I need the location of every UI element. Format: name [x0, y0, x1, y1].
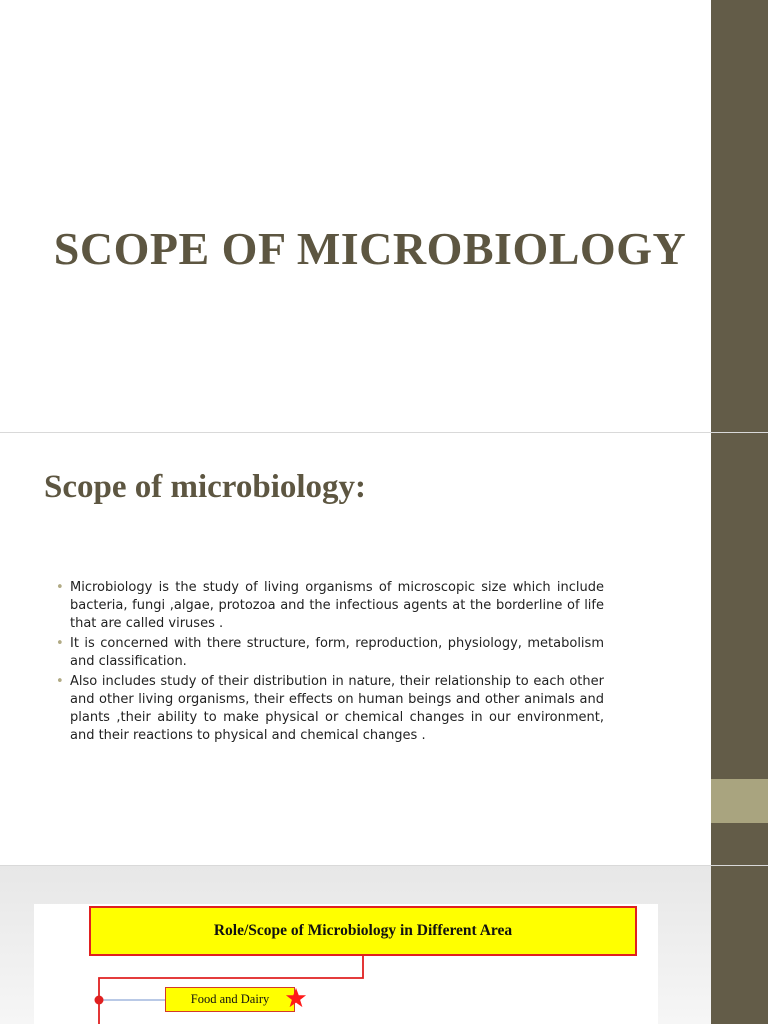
- bullet-icon: •: [56, 580, 64, 595]
- list-item: • Microbiology is the study of living organisms of microscopic size which include bacteria, fungi ,algae, protozoa and the infectious agents at the borderline of life that are called viruses .: [56, 580, 604, 631]
- list-item: • It is concerned with there structure, form, reproduction, physiology, metabolism and classification.: [56, 636, 604, 669]
- decorative-sidebar: [711, 0, 768, 432]
- star-icon: [285, 987, 307, 1009]
- slide-scope: [0, 433, 768, 865]
- sidebar-accent-band: [711, 779, 768, 823]
- list-item: • Also includes study of their distribution in nature, their relationship to each other and other living organisms, their effects on human beings and other animals and plants ,their ability to make physical or chemical changes in our environment, and their reactions to physical and chemical changes .: [56, 674, 604, 743]
- slide-heading: Scope of microbiology:: [44, 469, 367, 505]
- slide-role-diagram: [0, 866, 768, 1024]
- bullet-icon: •: [56, 636, 64, 651]
- bullet-icon: •: [56, 674, 64, 689]
- diagram-box-food-dairy: Food and Dairy: [165, 987, 295, 1012]
- bullet-list: [56, 579, 604, 747]
- slide-title-text: SCOPE OF MICROBIOLOGY: [53, 223, 687, 274]
- decorative-sidebar: [711, 433, 768, 865]
- diagram-banner: Role/Scope of Microbiology in Different Area: [89, 906, 637, 956]
- slide-title: [0, 0, 768, 432]
